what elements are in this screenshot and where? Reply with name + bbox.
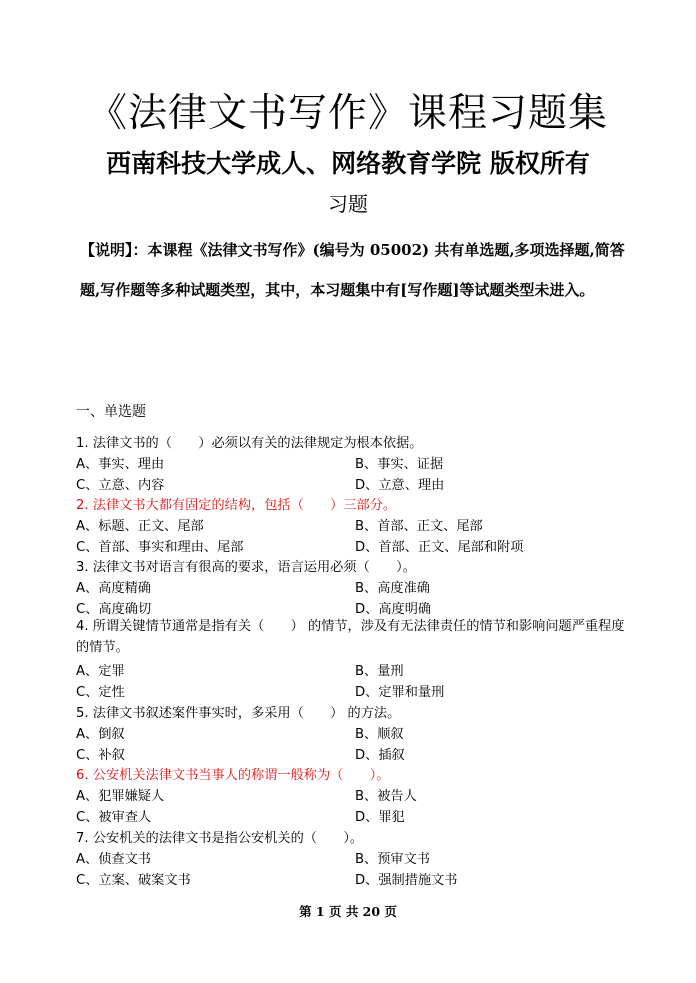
question-1-option-d: D、立意、理由 [355, 478, 445, 493]
question-2-option-c: C、首部、事实和理由、尾部 [76, 540, 244, 555]
question-3-option-d: D、高度明确 [355, 602, 432, 617]
question-5-option-c: C、补叙 [76, 748, 125, 763]
question-1: 1. 法律文书的（ ）必须以有关的法律规定为根本依据。 [76, 436, 423, 451]
question-1-option-c: C、立意、内容 [76, 478, 165, 493]
part-heading: 一、单选题 [76, 404, 146, 420]
question-4: 4. 所谓关键情节通常是指有关（ ） 的情节，涉及有无法律责任的情节和影响问题严重程度的情节。 [76, 619, 625, 655]
question-7: 7. 公安机关的法律文书是指公安机关的（ ）。 [76, 831, 364, 846]
document-subtitle: 西南科技大学成人、网络教育学院 版权所有 [106, 149, 590, 178]
question-4-option-d: D、定罪和量刑 [355, 685, 445, 700]
document-title: 《法律文书写作》课程习题集 [87, 91, 608, 136]
question-3-option-c: C、高度确切 [76, 602, 152, 617]
question-3-option-b: B、高度准确 [355, 581, 430, 596]
instructions-note: 【说明】：本课程《法律文书写作》(编号为 05002) 共有单选题,多项选择题,简答题,写作题等多种试题类型，其中，本习题集中有[写作题]等试题类型未进入。 [80, 241, 625, 299]
question-4-option-b: B、量刑 [355, 664, 404, 679]
question-2-option-d: D、首部、正文、尾部和附项 [355, 540, 524, 555]
question-1-option-b: B、事实、证据 [355, 457, 444, 472]
question-7-option-d: D、强制措施文书 [355, 873, 458, 888]
question-6-option-c: C、被审查人 [76, 810, 152, 825]
question-6-option-b: B、被告人 [355, 789, 417, 804]
question-2-option-a: A、标题、正文、尾部 [76, 519, 204, 534]
question-7-option-a: A、侦查文书 [76, 852, 151, 867]
question-5-option-b: B、顺叙 [355, 727, 404, 742]
section-title: 习题 [328, 192, 368, 216]
question-4-option-c: C、定性 [76, 685, 125, 700]
question-3-option-a: A、高度精确 [76, 581, 151, 596]
question-4-option-a: A、定罪 [76, 664, 125, 679]
question-6-option-d: D、罪犯 [355, 810, 405, 825]
question-5-option-d: D、插叙 [355, 748, 405, 763]
question-6: 6. 公安机关法律文书当事人的称谓一般称为（ ）。 [76, 768, 390, 783]
question-5-option-a: A、倒叙 [76, 727, 125, 742]
question-6-option-a: A、犯罪嫌疑人 [76, 789, 165, 804]
page-footer: 第 1 页 共 20 页 [299, 904, 397, 919]
question-3: 3. 法律文书对语言有很高的要求，语言运用必须（ ）。 [76, 560, 416, 575]
question-5: 5. 法律文书叙述案件事实时，多采用（ ） 的方法。 [76, 706, 401, 721]
question-2-option-b: B、首部、正文、尾部 [355, 519, 483, 534]
question-7-option-b: B、预审文书 [355, 852, 430, 867]
question-1-option-a: A、事实、理由 [76, 457, 165, 472]
question-7-option-c: C、立案、破案文书 [76, 873, 191, 888]
question-2: 2. 法律文书大都有固定的结构，包括（ ）三部分。 [76, 498, 397, 513]
